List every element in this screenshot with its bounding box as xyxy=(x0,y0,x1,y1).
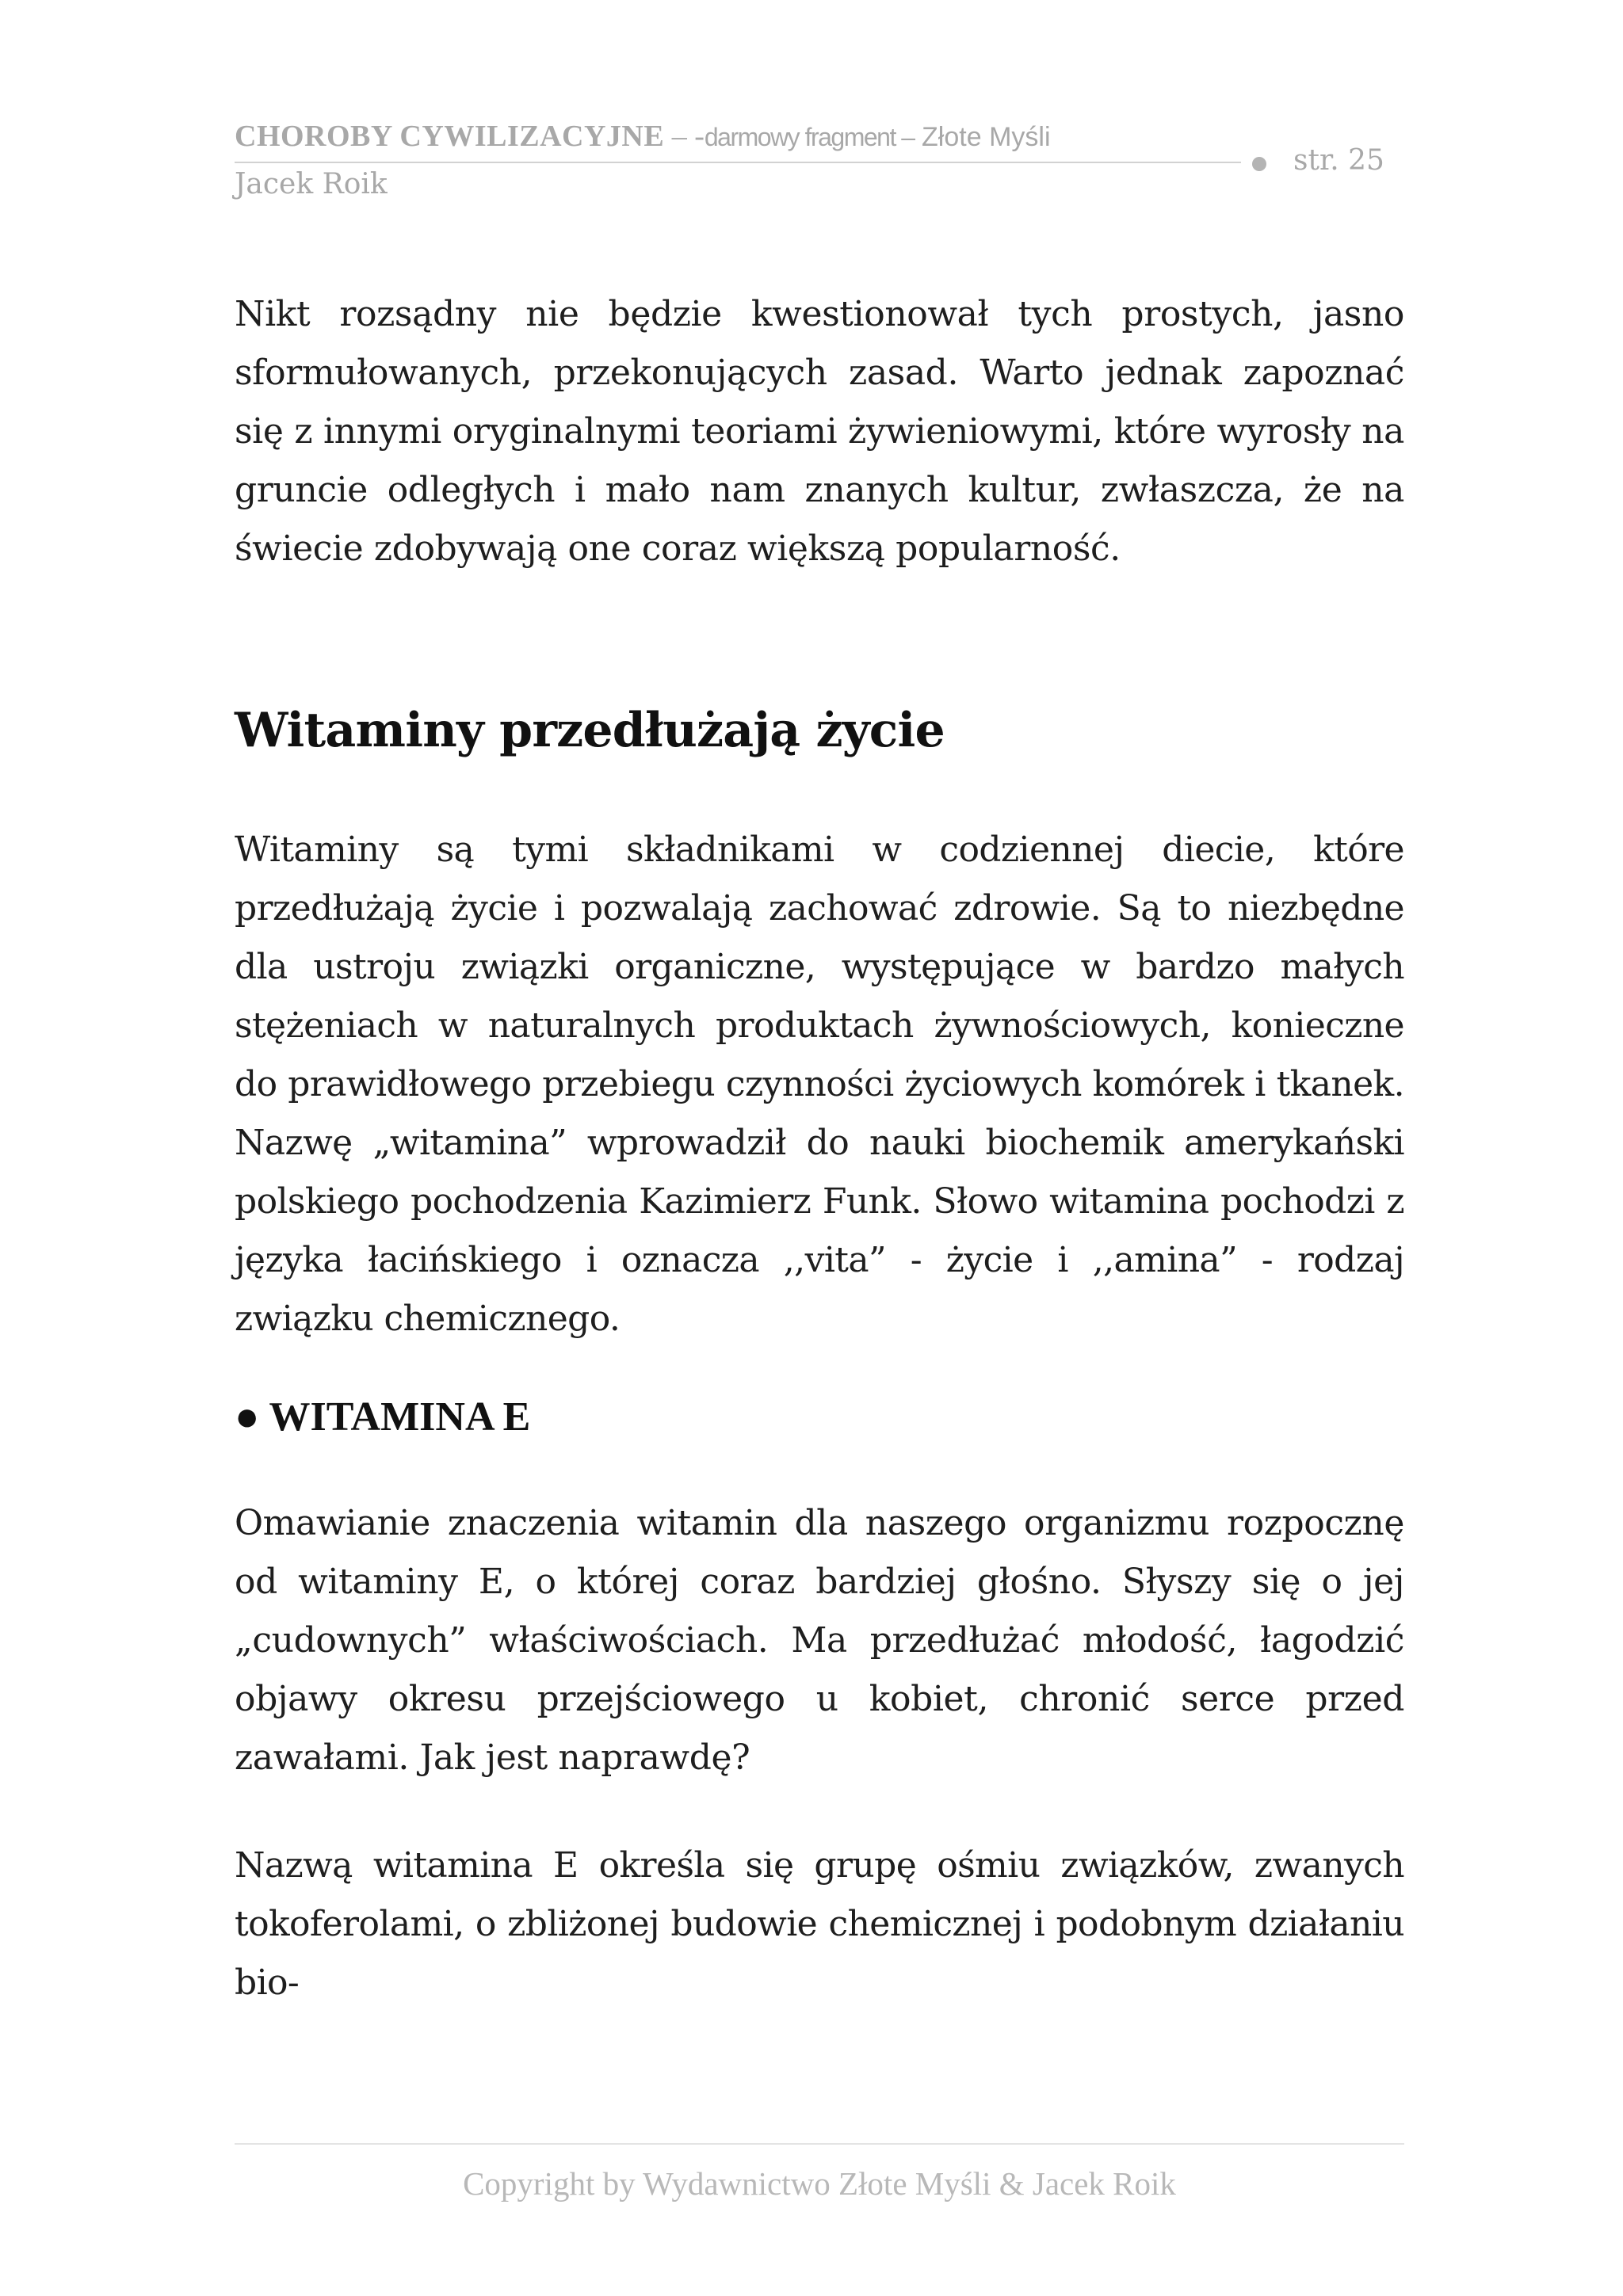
publisher-brand: Złote Myśli xyxy=(922,122,1051,152)
paragraph-intro: Nikt rozsądny nie będzie kwestionował tych prostych, jasno sformułowanych, przekonujących zasad. Warto jednak zapoznać się z innymi oryginalnymi teoriami żywieniowymi, które wyrosły na gruncie odległych i mało nam znanych kultur, zwłaszcza, że na świecie zdobywają one coraz większą popularność. xyxy=(235,294,1404,569)
footer-copyright: Copyright by Wydawnictwo Złote Myśli & Jacek Roik xyxy=(463,2165,1176,2202)
subheading-vitamin-e: ● WITAMINA E xyxy=(235,1394,531,1440)
header-rule xyxy=(235,162,1241,163)
paragraph-vitamin-e-intro: Omawianie znaczenia witamin dla naszego organizmu rozpocznę od witaminy E, o której coraz bardziej głośno. Słyszy się o jej „cudownych” właściwościach. Ma przedłużać młodość, łagodzić objawy okresu przejściowego u kobiet, chronić serce przed zawałami. Jak jest naprawdę? xyxy=(235,1503,1404,1778)
paragraph-vitamins: Witaminy są tymi składnikami w codziennej diecie, które przedłużają życie i pozwalają zachować zdrowie. Są to niezbędne dla ustroju związki organiczne, występujące w bardzo małych stężeniach w naturalnych produktach żywnościowych, konieczne do prawidłowego przebiegu czynności życiowych komórek i tkanek. Nazwę „witamina” wprowadził do nauki biochemik amerykański polskiego pochodzenia Kazimierz Funk. Słowo witamina pochodzi z języka łacińskiego i oznacza ,,vita” - życie i ,,amina” - rodzaj związku chemicznego. xyxy=(235,830,1404,1339)
running-header-title xyxy=(235,119,1051,154)
page-number: str. 25 xyxy=(1293,144,1384,177)
section-heading: Witaminy przedłużają życie xyxy=(235,703,945,758)
running-header-author: Jacek Roik xyxy=(235,168,388,200)
book-title: CHOROBY CYWILIZACYJNE xyxy=(235,120,665,153)
footer-rule xyxy=(235,2143,1404,2145)
header-bullet-icon xyxy=(1252,157,1266,171)
fragment-label: darmowy fragment – xyxy=(704,123,915,151)
header-dash: – - xyxy=(671,120,705,153)
paragraph-tocopherols: Nazwą witamina E określa się grupę ośmiu związków, zwanych tokoferolami, o zbliżonej budowie chemicznej i podobnym działaniu bio- xyxy=(235,1845,1404,2003)
